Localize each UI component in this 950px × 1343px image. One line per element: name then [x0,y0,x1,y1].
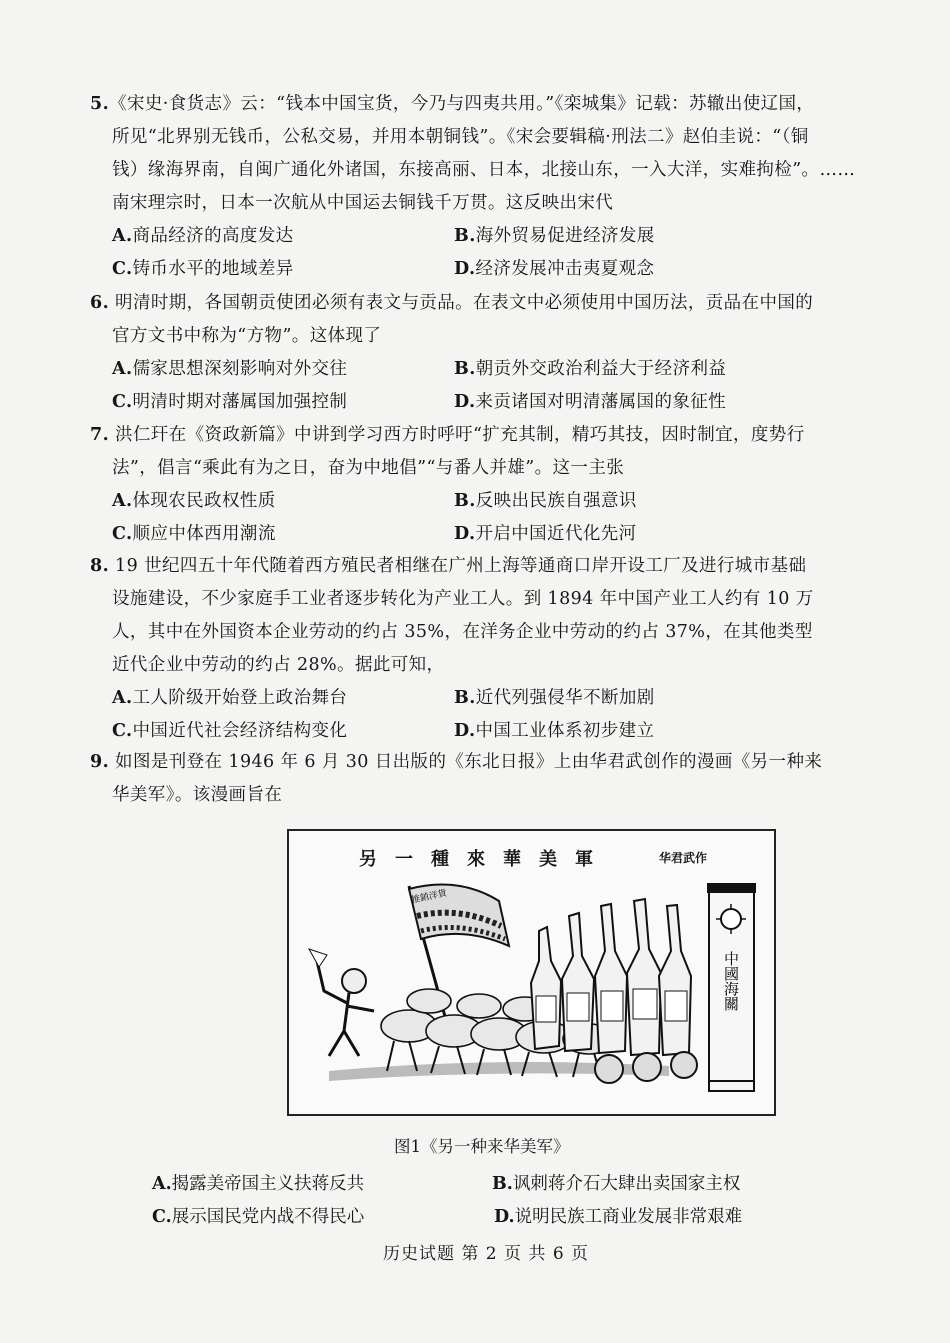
option-text: 铸币水平的地域差异 [132,259,294,279]
option-label: A. [152,1174,172,1194]
leader-head [342,969,366,993]
stem-line: 19 世纪四五十年代随着西方殖民者相继在广州上海等通商口岸开设工厂及进行城市基础 [115,556,807,576]
option-text: 明清时期对藩属国加强控制 [132,392,348,412]
option-text: 揭露美帝国主义扶蒋反共 [171,1174,365,1194]
gate-top [707,883,756,893]
question-number: 9. [90,752,110,772]
option-label: D. [494,1207,515,1227]
option-label: D. [454,721,476,741]
stem-line: 所见“北界别无钱币，公私交易，并用本朝铜钱”。《宋会要辑稿·刑法二》赵伯圭说：“（铜 [112,127,809,147]
question-6 [90,287,860,419]
cartoon-title: 另一種來華美軍 [359,849,611,870]
question-6-options [112,353,860,419]
option-text: 顺应中体西用潮流 [132,524,276,544]
option-b[interactable] [454,485,637,518]
question-9 [90,746,860,812]
option-label: A. [112,359,133,379]
option-text: 朝贡外交政治利益大于经济利益 [475,359,727,379]
option-d[interactable] [454,386,726,419]
option-label: B. [454,226,476,246]
question-7-stem [90,419,860,485]
option-label: C. [152,1207,172,1227]
question-7 [90,419,860,551]
option-text: 展示国民党内战不得民心 [171,1207,365,1227]
stem-line: 洪仁玕在《资政新篇》中讲到学习西方时呼吁“扩充其制，精巧其技，因时制宜，度势行 [115,425,805,445]
stem-line: 设施建设，不少家庭手工业者逐步转化为产业工人。到 1894 年中国产业工人约有 10 万 [112,589,814,609]
option-label: A. [112,688,133,708]
question-6-stem [90,287,860,353]
option-label: D. [454,259,476,279]
option-a[interactable] [112,353,347,386]
option-b[interactable] [454,682,655,715]
cartoon-figure [287,829,776,1116]
question-number: 5. [90,94,110,114]
option-label: B. [454,359,476,379]
option-label: C. [112,721,133,741]
option-c[interactable] [112,715,347,748]
sun-emblem [721,909,741,929]
stem-line: 人，其中在外国资本企业劳动的约占 35%，在洋务企业中劳动的约占 37%，在其他类型 [112,622,813,642]
option-text: 中国近代社会经济结构变化 [132,721,348,741]
option-text: 反映出民族自强意识 [475,491,637,511]
question-5 [90,88,860,286]
leader-flag [309,949,327,967]
question-9-stem [90,746,860,812]
option-a[interactable] [112,485,276,518]
option-d[interactable] [494,1203,742,1228]
option-label: D. [454,524,476,544]
option-label: A. [112,226,133,246]
cartoon-drawing [289,831,774,1114]
option-label: B. [454,688,476,708]
question-5-options [112,220,860,286]
question-5-stem [90,88,860,220]
option-b[interactable] [454,220,655,253]
option-text: 开启中国近代化先河 [475,524,637,544]
option-b[interactable] [492,1170,740,1195]
stem-line: 明清时期，各国朝贡使团必须有表文与贡品。在表文中必须使用中国历法，贡品在中国的 [115,293,814,313]
question-number: 6. [90,293,110,313]
option-text: 来贡诸国对明清藩属国的象征性 [475,392,727,412]
option-text: 说明民族工商业发展非常艰难 [514,1207,743,1227]
option-label: D. [454,392,476,412]
stem-line: 华美军》。该漫画旨在 [112,785,283,805]
stem-line: 官方文书中称为“方物”。这体现了 [112,326,382,346]
option-c[interactable] [112,253,294,286]
bottles [531,899,691,1055]
stem-line: 《宋史·食货志》云：“钱本中国宝货，今乃与四夷共用。”《栾城集》记载：苏辙出使辽国， [109,94,815,114]
option-text: 商品经济的高度发达 [132,226,294,246]
option-a[interactable] [112,220,294,253]
stem-line: 钱）缘海界南，自闽广通化外诸国，东接高丽、日本，北接山东，一入大洋，实难拘检”。…… [112,160,856,180]
stem-line: 南宋理宗时，日本一次航从中国运去铜钱千万贯。这反映出宋代 [112,193,614,213]
cartoon-author: 华君武作 [659,851,708,865]
question-number: 7. [90,425,110,445]
option-c[interactable] [152,1203,364,1228]
option-label: C. [112,259,133,279]
question-8-stem [90,550,860,682]
option-a[interactable] [152,1170,364,1195]
stem-line: 如图是刊登在 1946 年 6 月 30 日出版的《东北日报》上由华君武创作的漫画《另一种来 [115,752,823,772]
option-text: 讽刺蒋介石大肆出卖国家主权 [512,1174,741,1194]
stem-line: 法”，倡言“乘此有为之日，奋为中地倡”“与番人并雄”。这一主张 [112,458,625,478]
flag-text: 推銷洋貨 [410,888,448,906]
option-d[interactable] [454,715,654,748]
option-text: 体现农民政权性质 [132,491,276,511]
question-7-options [112,485,860,551]
question-9-options [152,1170,872,1240]
option-c[interactable] [112,518,276,551]
option-b[interactable] [454,353,726,386]
question-number: 8. [90,556,110,576]
option-label: C. [112,524,133,544]
option-text: 近代列强侵华不断加剧 [475,688,655,708]
option-label: B. [454,491,476,511]
option-text: 儒家思想深刻影响对外交往 [132,359,348,379]
option-text: 经济发展冲击夷夏观念 [475,259,655,279]
option-d[interactable] [454,253,654,286]
question-8-options [112,682,860,748]
option-label: A. [112,491,133,511]
option-text: 海外贸易促进经济发展 [475,226,655,246]
option-label: C. [112,392,133,412]
figure-caption: 图1《另一种来华美军》 [394,1137,570,1156]
option-text: 中国工业体系初步建立 [475,721,655,741]
option-c[interactable] [112,386,347,419]
gate-text: 中國海關 [722,951,740,1011]
option-d[interactable] [454,518,637,551]
option-text: 工人阶级开始登上政治舞台 [132,688,348,708]
stem-line: 近代企业中劳动的约占 28%。据此可知， [112,655,445,675]
question-8 [90,550,860,748]
page-footer: 历史试题 第 2 页 共 6 页 [383,1244,590,1264]
option-a[interactable] [112,682,347,715]
bottle-wheels [595,1052,697,1083]
option-label: B. [492,1174,513,1194]
